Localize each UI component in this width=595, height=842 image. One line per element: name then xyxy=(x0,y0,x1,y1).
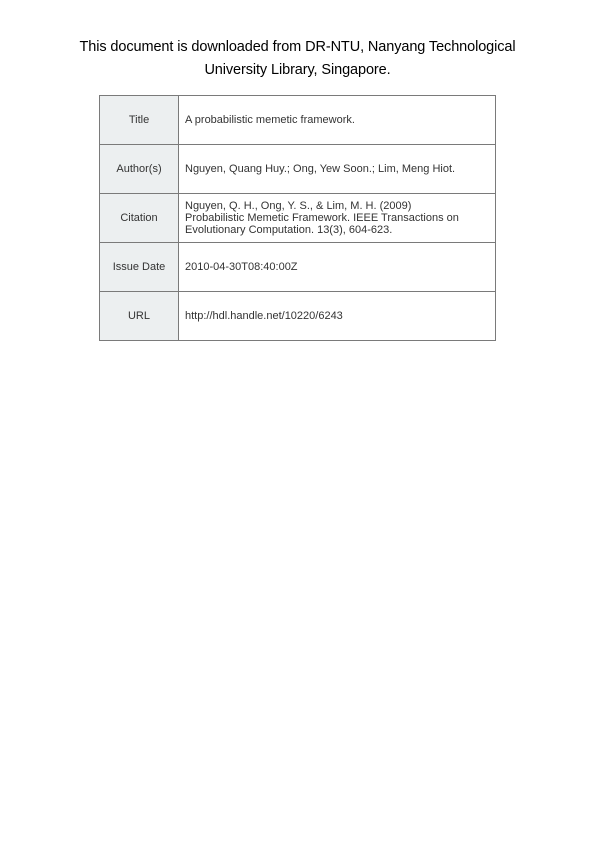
url-link[interactable]: http://hdl.handle.net/10220/6243 xyxy=(185,310,343,322)
metadata-label-url: URL xyxy=(100,292,179,341)
metadata-label-issue-date: Issue Date xyxy=(100,243,179,292)
metadata-label-citation: Citation xyxy=(100,194,179,243)
citation-line-1: Nguyen, Q. H., Ong, Y. S., & Lim, M. H. (2009) xyxy=(185,200,412,212)
page-title xyxy=(40,36,555,82)
metadata-value-issue-date xyxy=(179,243,496,292)
metadata-row-authors xyxy=(100,145,496,194)
metadata-row-title xyxy=(100,96,496,145)
title-value: A probabilistic memetic framework. xyxy=(185,114,355,126)
metadata-row-citation xyxy=(100,194,496,243)
issue-date-value: 2010-04-30T08:40:00Z xyxy=(185,261,298,273)
metadata-value-url xyxy=(179,292,496,341)
metadata-label-authors: Author(s) xyxy=(100,145,179,194)
metadata-row-url xyxy=(100,292,496,341)
metadata-value-citation xyxy=(179,194,496,243)
citation-line-3: Evolutionary Computation. 13(3), 604-623. xyxy=(185,224,393,236)
metadata-row-issue-date xyxy=(100,243,496,292)
citation-line-2: Probabilistic Memetic Framework. IEEE Transactions on xyxy=(185,212,459,224)
page-title-line-2: University Library, Singapore. xyxy=(204,62,391,78)
metadata-label-title: Title xyxy=(100,96,179,145)
page-title-line-1: This document is downloaded from DR-NTU, Nanyang Technological xyxy=(79,39,516,55)
metadata-table xyxy=(99,95,496,341)
metadata-value-title xyxy=(179,96,496,145)
metadata-value-authors xyxy=(179,145,496,194)
authors-value: Nguyen, Quang Huy.; Ong, Yew Soon.; Lim, Meng Hiot. xyxy=(185,163,456,175)
